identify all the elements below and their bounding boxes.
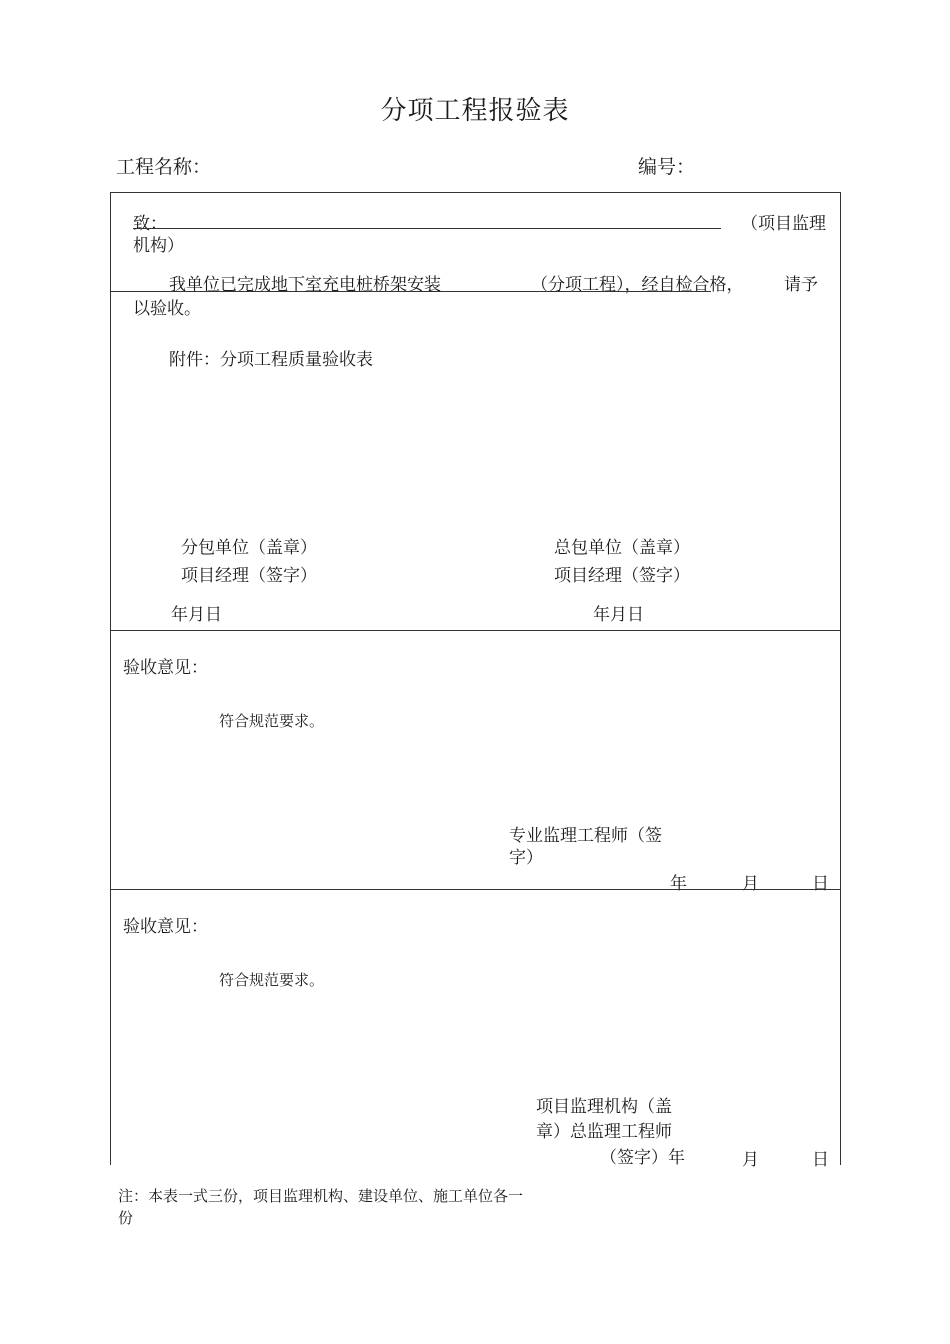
attachment-text: 附件：分项工程质量验收表	[169, 350, 373, 370]
engineer-sign-line1: 专业监理工程师（签	[509, 826, 662, 846]
date-day-2: 日	[812, 1150, 829, 1170]
footer-note-line2: 份	[118, 1209, 134, 1227]
supervisor-sign-line2: 章）总监理工程师	[536, 1122, 672, 1142]
row-divider-2	[111, 889, 840, 890]
sub-manager-sign: 项目经理（签字）	[181, 566, 317, 586]
body-line1-text: 我单位已完成地下室充电桩桥架安装	[169, 275, 441, 295]
sub-date: 年月日	[171, 605, 222, 625]
number-label: 编号：	[638, 156, 696, 178]
opinion-text-1: 符合规范要求。	[219, 712, 325, 730]
engineer-sign-line2: 字）	[509, 848, 543, 868]
date-month-2: 月	[742, 1150, 759, 1170]
gen-date: 年月日	[593, 605, 644, 625]
to-label: 致：	[133, 214, 167, 234]
project-name-label: 工程名称：	[116, 156, 212, 178]
footer-note-line1: 注：本表一式三份，项目监理机构、建设单位、施工单位各一	[118, 1187, 524, 1205]
to-suffix-cont: 机构）	[133, 236, 184, 256]
date-month-1: 月	[742, 874, 759, 894]
to-suffix: （项目监理	[741, 214, 826, 234]
report-table	[110, 192, 841, 1170]
body-line2-text: 以验收。	[133, 299, 201, 319]
body-line1-text-b: （分项工程），经自检合格，	[531, 275, 744, 295]
opinion-text-2: 符合规范要求。	[219, 971, 325, 989]
gen-manager-sign: 项目经理（签字）	[554, 566, 690, 586]
sub-unit-seal: 分包单位（盖章）	[181, 538, 317, 558]
date-day-1: 日	[812, 874, 829, 894]
date-year-1: 年	[670, 874, 687, 894]
to-underline	[133, 228, 721, 229]
page-title: 分项工程报验表	[380, 96, 570, 126]
gen-unit-seal: 总包单位（盖章）	[554, 538, 690, 558]
opinion-label-2: 验收意见：	[123, 917, 208, 937]
supervisor-sign-line3: （签字）年	[600, 1148, 685, 1168]
supervisor-sign-line1: 项目监理机构（盖	[536, 1097, 672, 1117]
opinion-label-1: 验收意见：	[123, 658, 208, 678]
body-line1-text-c: 请予	[784, 275, 818, 295]
row-divider-1	[111, 630, 840, 631]
body-underline	[111, 291, 711, 292]
